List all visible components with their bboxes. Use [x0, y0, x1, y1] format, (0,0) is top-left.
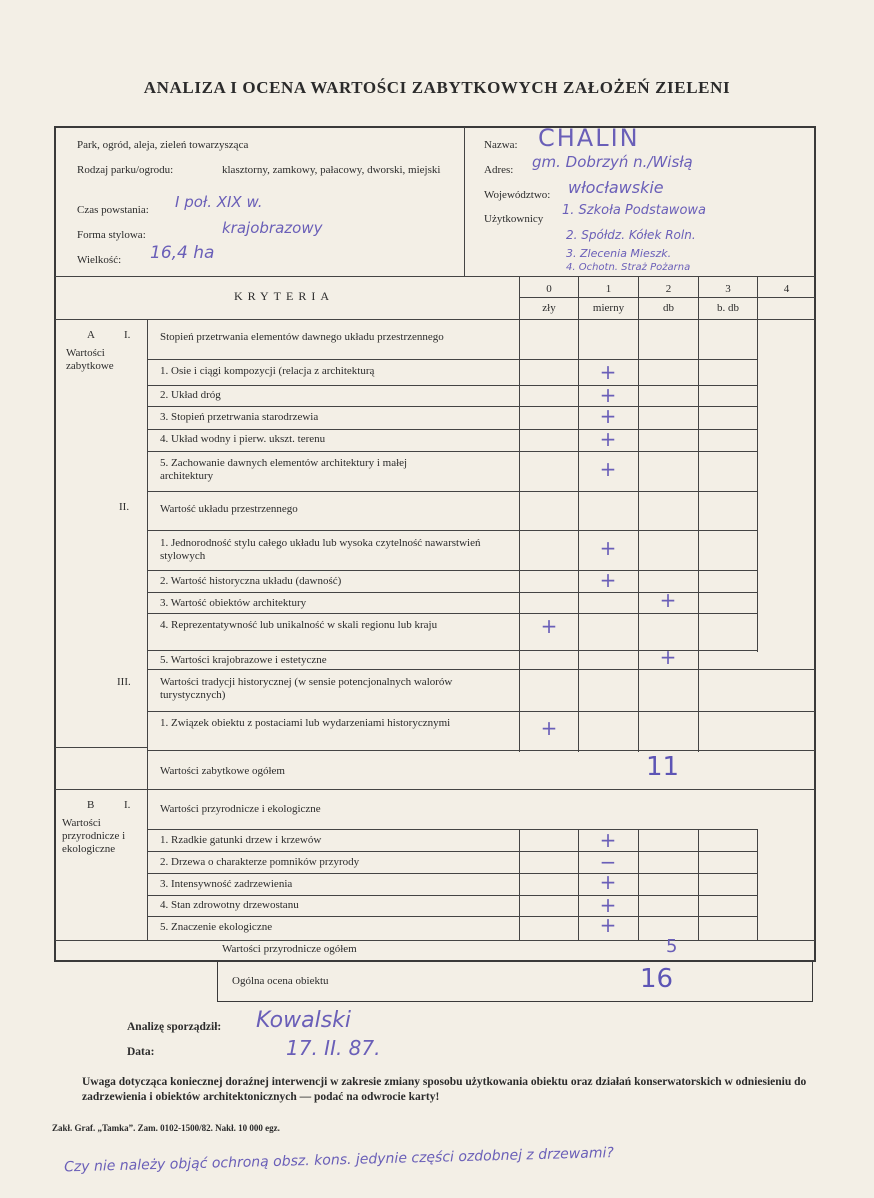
park-kind-label: Rodzaj parku/ogrodu:	[77, 164, 174, 176]
criteria-bottom	[55, 319, 815, 320]
b-line-3	[148, 895, 758, 896]
scale-num-1: 1	[605, 283, 612, 295]
b-col-3	[698, 829, 699, 941]
section-b-roman-1: I.	[124, 799, 131, 811]
prepared-label: Analizę sporządził:	[127, 1021, 222, 1033]
a1-item-5: 5. Zachowanie dawnych elementów architektury i małej architektury	[160, 457, 408, 482]
a3-line-1	[148, 750, 815, 751]
mark-b-3: +	[599, 870, 617, 894]
user-2: 2. Spółdz. Kółek Roln.	[566, 228, 696, 242]
section-a-roman-2: II.	[119, 501, 130, 513]
prepared-signature: Kowalski	[256, 1008, 352, 1033]
a1-item-2: 2. Układ dróg	[160, 389, 221, 401]
col-line-4	[757, 276, 758, 652]
a2-line-5	[148, 669, 815, 670]
section-a-roman-3: III.	[117, 676, 131, 688]
voivodeship-label: Województwo:	[484, 189, 551, 201]
date-label: Data:	[127, 1046, 155, 1058]
mark-a3-1: +	[540, 716, 558, 740]
a1-line-2	[148, 406, 758, 407]
document-title: ANALIZA I OCENA WARTOŚCI ZABYTKOWYCH ZAŁOŻEŃ ZIELENI	[143, 78, 731, 97]
mark-a1-1: +	[599, 360, 617, 384]
mark-a1-2: +	[599, 383, 617, 407]
scale-num-0: 0	[546, 283, 552, 295]
scale-word-3: b. db	[717, 302, 739, 314]
a3-group-title: Wartości tradycji historycznej (w sensie potencjonalnych walorów turystycznych)	[160, 676, 453, 701]
a3-line-0	[148, 711, 815, 712]
mark-a2-1: +	[599, 536, 617, 560]
name-value: CHALIN	[538, 124, 640, 152]
a2-item-5: 5. Wartości krajobrazowe i estetyczne	[160, 654, 327, 666]
mark-a2-5: +	[659, 645, 677, 669]
col-line-1	[578, 276, 579, 752]
a2-item-4: 4. Reprezentatywność lub unikalność w skali regionu lub kraju	[160, 619, 438, 631]
voivodeship-value: włocławskie	[568, 178, 664, 197]
section-b-line	[55, 789, 815, 790]
header-divider	[55, 276, 815, 277]
mark-b-1: +	[599, 828, 617, 852]
b-line-1	[148, 851, 758, 852]
b-item-2: 2. Drzewa o charakterze pomników przyrody	[160, 856, 360, 868]
scale-num-4: 4	[783, 283, 790, 295]
a-block-line	[55, 747, 148, 748]
bottom-handwritten-note: Czy nie należy objąć ochroną obsz. kons. jedynie części ozdobnej z drzewami?	[63, 1145, 615, 1176]
scale-num-3: 3	[725, 283, 731, 295]
col-line-2	[638, 276, 639, 752]
a-total-value: 11	[646, 752, 680, 782]
b-item-1: 1. Rzadkie gatunki drzew i krzewów	[160, 834, 322, 846]
address-label: Adres:	[484, 164, 514, 176]
mark-b-4: +	[599, 893, 617, 917]
form-label: Forma stylowa:	[77, 229, 146, 241]
user-4: 4. Ochotn. Straż Pożarna	[566, 262, 691, 273]
col-line-3	[698, 276, 699, 752]
a1-item-1: 1. Osie i ciągi kompozycji (relacja z architekturą	[160, 365, 375, 377]
a1-line-3	[148, 429, 758, 430]
name-label: Nazwa:	[484, 139, 518, 151]
mark-a2-4: +	[540, 614, 558, 638]
time-label: Czas powstania:	[77, 204, 149, 216]
scale-word-2: db	[663, 302, 674, 314]
mark-b-2: −	[599, 850, 617, 874]
b-line-5	[55, 940, 815, 941]
overall-label: Ogólna ocena obiektu	[232, 975, 329, 987]
b-col-0	[519, 829, 520, 941]
form-value: krajobrazowy	[222, 219, 323, 237]
b-col-2	[638, 829, 639, 941]
a1-item-3: 3. Stopień przetrwania starodrzewia	[160, 411, 319, 423]
b-item-4: 4. Stan zdrowotny drzewostanu	[160, 899, 299, 911]
intervention-note: Uwaga dotycząca koniecznej doraźnej interwencji w zakresie zmiany sposobu użytkowania obiektu oraz działań konserwatorskich w odniesieniu do zadrzewienia i obiektów architektonicznych — podać na odwrocie karty!	[82, 1076, 807, 1103]
scale-num-2: 2	[665, 283, 672, 295]
label-col-line	[147, 319, 148, 941]
overall-value: 16	[640, 964, 674, 994]
scale-word-0: zły	[542, 302, 556, 314]
mark-a1-3: +	[599, 404, 617, 428]
a1-line-4	[148, 451, 758, 452]
a3-item-1: 1. Związek obiektu z postaciami lub wydarzeniami historycznymi	[160, 717, 451, 729]
time-value: I poł. XIX w.	[175, 193, 263, 211]
section-a-roman-1: I.	[124, 329, 131, 341]
size-label: Wielkość:	[77, 254, 122, 266]
b1-group-title: Wartości przyrodnicze i ekologiczne	[160, 803, 321, 815]
mark-a1-4: +	[599, 427, 617, 451]
users-label: Użytkownicy	[484, 213, 544, 225]
a1-line-1	[148, 385, 758, 386]
a1-line-5	[148, 491, 758, 492]
section-b-title: Wartości przyrodnicze i ekologiczne	[62, 817, 126, 855]
mark-a1-5: +	[599, 457, 617, 481]
print-info: Zakł. Graf. „Tamka”. Zam. 0102-1500/82. Nakł. 10 000 egz.	[52, 1123, 280, 1133]
mark-a2-2: +	[599, 568, 617, 592]
section-a-letter: A	[87, 329, 95, 341]
scale-divider	[520, 297, 815, 298]
b-line-4	[148, 916, 758, 917]
b-line-2	[148, 873, 758, 874]
a1-line-0	[148, 359, 758, 360]
user-1: 1. Szkoła Podstawowa	[562, 203, 706, 218]
section-b-letter: B	[87, 799, 95, 811]
a2-line-0	[148, 530, 758, 531]
a2-group-title: Wartość układu przestrzennego	[160, 503, 298, 515]
criteria-label: KRYTERIA	[234, 289, 334, 303]
a1-item-4: 4. Układ wodny i pierw. ukszt. terenu	[160, 433, 326, 445]
user-3: 3. Zlecenia Mieszk.	[566, 247, 672, 260]
section-a-title: Wartości zabytkowe	[66, 347, 114, 372]
b-total-label: Wartości przyrodnicze ogółem	[222, 943, 357, 955]
scale-word-1: mierny	[592, 302, 625, 314]
a1-group-title: Stopień przetrwania elementów dawnego układu przestrzennego	[160, 331, 444, 343]
b-col-4	[757, 829, 758, 941]
b-total-value: 5	[666, 936, 678, 957]
size-value: 16,4 ha	[150, 243, 215, 263]
mark-b-5: +	[599, 913, 617, 937]
mark-a2-3: +	[659, 588, 677, 612]
a2-item-3: 3. Wartość obiektów architektury	[160, 597, 307, 609]
a2-line-3	[148, 613, 758, 614]
a2-item-2: 2. Wartość historyczna układu (dawność)	[160, 575, 342, 587]
b-line-0	[148, 829, 758, 830]
b-item-3: 3. Intensywność zadrzewienia	[160, 878, 293, 890]
address-value: gm. Dobrzyń n./Wisłą	[532, 153, 693, 171]
date-value: 17. II. 87.	[286, 1036, 381, 1060]
park-type-line: Park, ogród, aleja, zieleń towarzysząca	[77, 139, 249, 151]
col-line-0	[519, 276, 520, 752]
a2-item-1: 1. Jednorodność stylu całego układu lub wysoka czytelność nawarstwień stylowych	[160, 537, 481, 562]
a-total-label: Wartości zabytkowe ogółem	[160, 765, 285, 777]
b-item-5: 5. Znaczenie ekologiczne	[160, 921, 273, 933]
park-kind-options: klasztorny, zamkowy, pałacowy, dworski, miejski	[222, 164, 441, 176]
header-split	[464, 127, 465, 276]
a2-line-1	[148, 570, 758, 571]
